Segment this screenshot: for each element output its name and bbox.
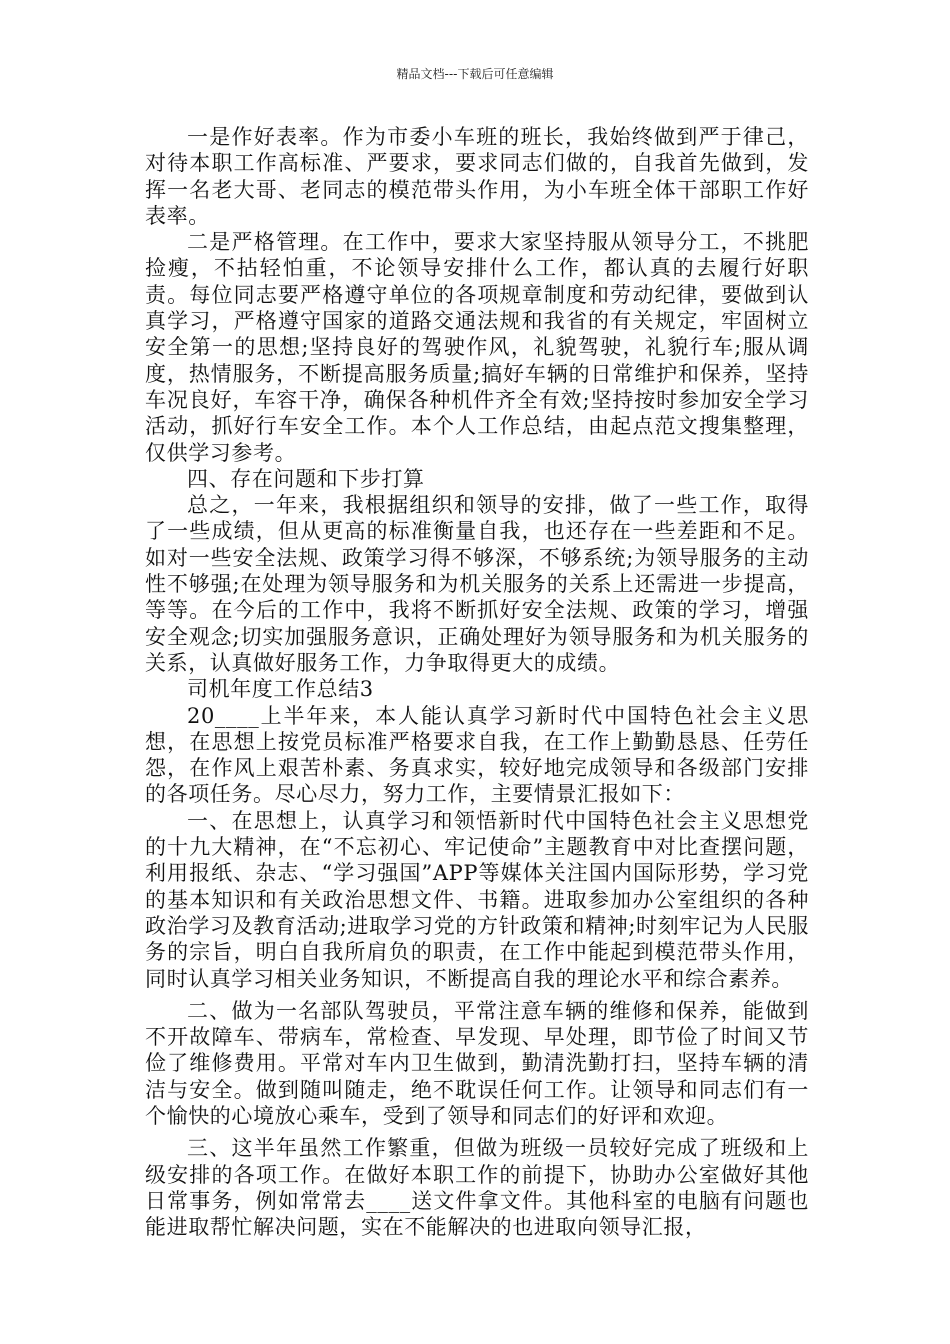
- paragraph-vehicle-maintenance: 二、做为一名部队驾驶员，平常注意车辆的维修和保养，能做到不开故障车、带病车，常检查、早发现、早处理，即节俭了时间又节俭了维修费用。平常对车内卫生做到，勤清洗勤打扫，坚持车辆的清洁与安全。做到随叫随走，绝不耽误任何工作。让领导和同志们有一个愉快的心境放心乘车，受到了领导和同志们的好评和欢迎。: [145, 998, 809, 1128]
- paragraph-summary: 总之，一年来，我根据组织和领导的安排，做了一些工作，取得了一些成绩，但从更高的标准衡量自我，也还存在一些差距和不足。如对一些安全法规、政策学习得不够深，不够系统;为领导服务的主动性不够强;在处理为领导服务和为机关服务的关系上还需进一步提高，等等。在今后的工作中，我将不断抓好安全法规、政策的学习，增强安全观念;切实加强服务意识，正确处理好为领导服务和为机关服务的关系，认真做好服务工作，力争取得更大的成绩。: [145, 493, 809, 675]
- paragraph-half-year-intro: 20____上半年来，本人能认真学习新时代中国特色社会主义思想，在思想上按党员标准严格要求自我，在工作上勤勤恳恳、任劳任怨，在作风上艰苦朴素、务真求实，较好地完成领导和各级部门安排的各项任务。尽心尽力，努力工作，主要情景汇报如下：: [145, 703, 809, 807]
- document-title-driver-summary-3: 司机年度工作总结3: [187, 677, 374, 702]
- paragraph-ideology: 一、在思想上，认真学习和领悟新时代中国特色社会主义思想党的十九大精神，在“不忘初心、牢记使命”主题教育中对比查摆问题，利用报纸、杂志、“学习强国”APP等媒体关注国内国际形势，学习党的基本知识和有关政治思想文件、书籍。进取参加办公室组织的各种政治学习及教育活动;进取学习党的方针政策和精神;时刻牢记为人民服务的宗旨，明白自我所肩负的职责，在工作中能起到模范带头作用，同时认真学习相关业务知识，不断提高自我的理论水平和综合素养。: [145, 808, 809, 991]
- page-header: 精品文档---下载后可任意编辑: [396, 67, 554, 81]
- section-heading-problems-plans: 四、存在问题和下步打算: [187, 466, 425, 491]
- paragraph-lead-by-example: 一是作好表率。作为市委小车班的班长，我始终做到严于律己，对待本职工作高标准、严要求，要求同志们做的，自我首先做到，发挥一名老大哥、老同志的模范带头作用，为小车班全体干部职工作好表率。: [145, 125, 809, 228]
- document-body: [145, 124, 809, 1240]
- paragraph-other-work: 三、这半年虽然工作繁重，但做为班级一员较好完成了班级和上级安排的各项工作。在做好本职工作的前提下，协助办公室做好其他日常事务，例如常常去____送文件拿文件。其他科室的电脑有问题也能进取帮忙解决问题，实在不能解决的也进取向领导汇报，: [145, 1136, 809, 1240]
- paragraph-strict-management: 二是严格管理。在工作中，要求大家坚持服从领导分工，不挑肥捡瘦，不拈轻怕重，不论领导安排什么工作，都认真的去履行好职责。每位同志要严格遵守单位的各项规章制度和劳动纪律，要做到认真学习，严格遵守国家的道路交通法规和我省的有关规定，牢固树立安全第一的思想;坚持良好的驾驶作风，礼貌驾驶，礼貌行车;服从调度，热情服务，不断提高服务质量;搞好车辆的日常维护和保养，坚持车况良好，车容干净，确保各种机件齐全有效;坚持按时参加安全学习活动，抓好行车安全工作。本个人工作总结，由起点范文搜集整理，仅供学习参考。: [145, 230, 809, 465]
